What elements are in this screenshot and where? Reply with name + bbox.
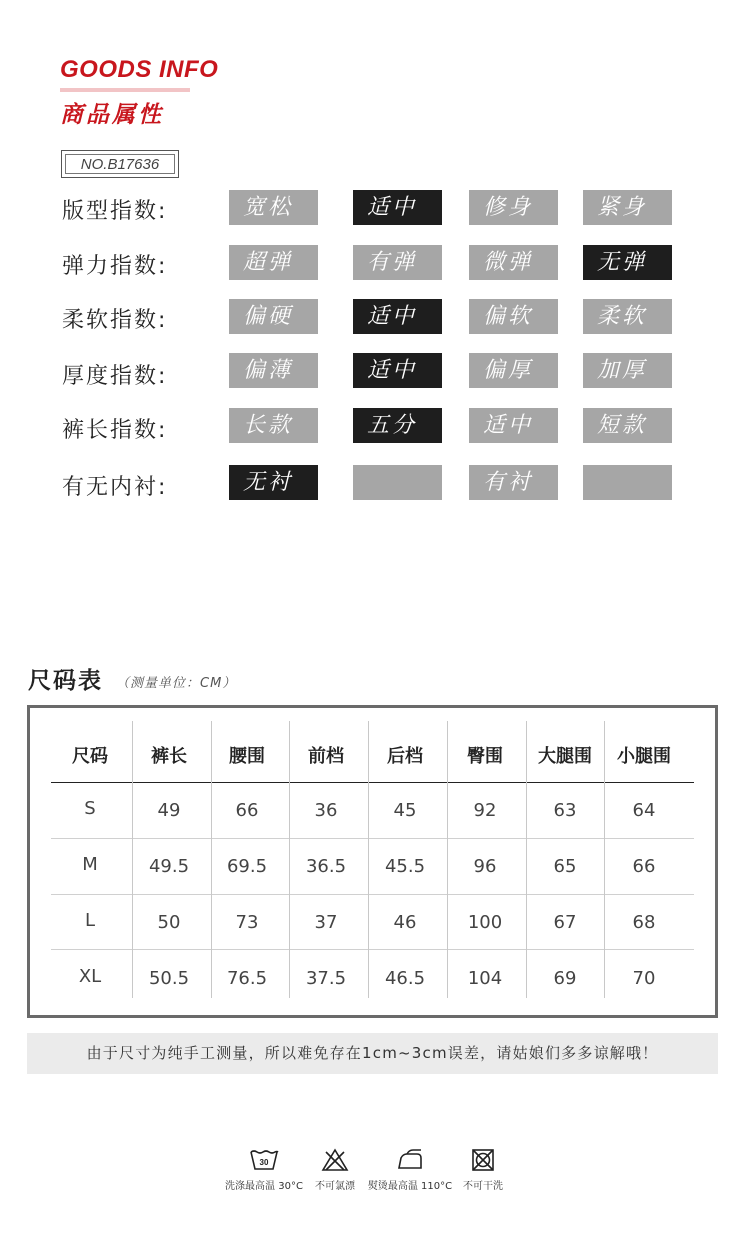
table-header-cell: 尺码 xyxy=(72,746,108,767)
care-item xyxy=(311,1148,359,1192)
no-dry-clean-icon xyxy=(470,1148,496,1172)
table-cell: 69 xyxy=(553,968,577,989)
table-cell: 49.5 xyxy=(148,856,190,877)
header-title-en: GOODS INFO xyxy=(60,56,219,83)
table-row-divider xyxy=(51,838,694,839)
attr-chip-selected: 适中 xyxy=(353,299,442,334)
attr-chip: 偏硬 xyxy=(229,299,318,334)
table-cell: 70 xyxy=(632,968,656,989)
table-header-cell: 后档 xyxy=(387,746,423,767)
attr-chip-selected: 无弹 xyxy=(583,245,672,280)
table-cell: 73 xyxy=(235,912,259,933)
care-item xyxy=(459,1148,507,1192)
wash-temp-label: 30 xyxy=(259,1158,269,1167)
table-cell: 76.5 xyxy=(226,968,268,989)
table-cell: 50 xyxy=(157,912,181,933)
attr-chip-selected: 无衬 xyxy=(229,465,318,500)
attr-chip: 微弹 xyxy=(469,245,558,280)
table-header-cell: 臀围 xyxy=(467,746,503,767)
no-bleach-icon xyxy=(321,1148,349,1172)
size-chart-unit: （测量单位：CM） xyxy=(116,676,237,691)
table-cell: 100 xyxy=(467,912,503,933)
table-header-cell: 裤长 xyxy=(151,746,187,767)
table-header-rule xyxy=(51,782,694,783)
attr-chip: 超弹 xyxy=(229,245,318,280)
attr-chip: 长款 xyxy=(229,408,318,443)
table-header-cell: 大腿围 xyxy=(538,746,592,767)
table-cell: 92 xyxy=(473,800,497,821)
attr-chip: 加厚 xyxy=(583,353,672,388)
attr-chip: 宽松 xyxy=(229,190,318,225)
attr-label-fit: 版型指数: xyxy=(62,199,168,224)
table-header-cell: 小腿围 xyxy=(617,746,671,767)
attr-chip-selected: 五分 xyxy=(353,408,442,443)
attr-chip: 偏软 xyxy=(469,299,558,334)
attr-chip-selected: 适中 xyxy=(353,353,442,388)
attr-label-thickness: 厚度指数: xyxy=(62,364,168,389)
table-cell: 66 xyxy=(632,856,656,877)
table-cell: 36.5 xyxy=(305,856,347,877)
attr-chip-selected: 适中 xyxy=(353,190,442,225)
attr-chip: 紧身 xyxy=(583,190,672,225)
care-label: 熨烫最高温 110°C xyxy=(367,1181,453,1192)
table-size-cell: S xyxy=(84,798,96,819)
header-title-cn: 商品属性 xyxy=(60,102,164,128)
table-cell: 45.5 xyxy=(384,856,426,877)
wash-30-icon xyxy=(249,1148,279,1172)
table-cell: 49 xyxy=(157,800,181,821)
table-size-cell: XL xyxy=(78,966,102,987)
table-header-cell: 腰围 xyxy=(229,746,265,767)
table-cell: 66 xyxy=(235,800,259,821)
attr-chip xyxy=(583,465,672,500)
table-cell: 63 xyxy=(553,800,577,821)
table-header-cell: 前档 xyxy=(308,746,344,767)
size-chart-title: 尺码表 xyxy=(28,668,103,694)
attr-label-elasticity: 弹力指数: xyxy=(62,254,168,279)
table-cell: 65 xyxy=(553,856,577,877)
care-label: 洗涤最高温 30°C xyxy=(225,1181,303,1192)
attr-chip: 有衬 xyxy=(469,465,558,500)
table-cell: 36 xyxy=(314,800,338,821)
table-size-cell: M xyxy=(82,854,98,875)
attr-chip: 适中 xyxy=(469,408,558,443)
table-row-divider xyxy=(51,894,694,895)
table-cell: 46 xyxy=(393,912,417,933)
table-cell: 37.5 xyxy=(305,968,347,989)
table-cell: 67 xyxy=(553,912,577,933)
attr-label-softness: 柔软指数: xyxy=(62,308,168,333)
table-cell: 96 xyxy=(473,856,497,877)
attr-chip: 柔软 xyxy=(583,299,672,334)
table-cell: 68 xyxy=(632,912,656,933)
table-row-divider xyxy=(51,949,694,950)
table-cell: 45 xyxy=(393,800,417,821)
attr-chip xyxy=(353,465,442,500)
attr-label-length: 裤长指数: xyxy=(62,418,168,443)
product-number: NO.B17636 xyxy=(65,154,175,174)
attr-chip: 偏薄 xyxy=(229,353,318,388)
iron-icon xyxy=(395,1148,425,1172)
table-size-cell: L xyxy=(84,910,96,931)
table-cell: 46.5 xyxy=(384,968,426,989)
table-cell: 50.5 xyxy=(148,968,190,989)
product-number-box xyxy=(61,150,179,178)
table-cell: 37 xyxy=(314,912,338,933)
attr-label-lining: 有无内衬: xyxy=(62,475,168,500)
attr-chip: 短款 xyxy=(583,408,672,443)
care-item xyxy=(224,1148,304,1192)
attr-chip: 有弹 xyxy=(353,245,442,280)
care-label: 不可干洗 xyxy=(463,1181,503,1192)
attr-chip: 修身 xyxy=(469,190,558,225)
care-label: 不可氯漂 xyxy=(315,1181,355,1192)
attr-chip: 偏厚 xyxy=(469,353,558,388)
measurement-note: 由于尺寸为纯手工测量，所以难免存在1cm~3cm误差，请姑娘们多多谅解哦！ xyxy=(27,1033,718,1074)
table-cell: 64 xyxy=(632,800,656,821)
header-divider xyxy=(60,88,190,92)
table-cell: 104 xyxy=(467,968,503,989)
care-item xyxy=(366,1148,454,1192)
table-cell: 69.5 xyxy=(226,856,268,877)
